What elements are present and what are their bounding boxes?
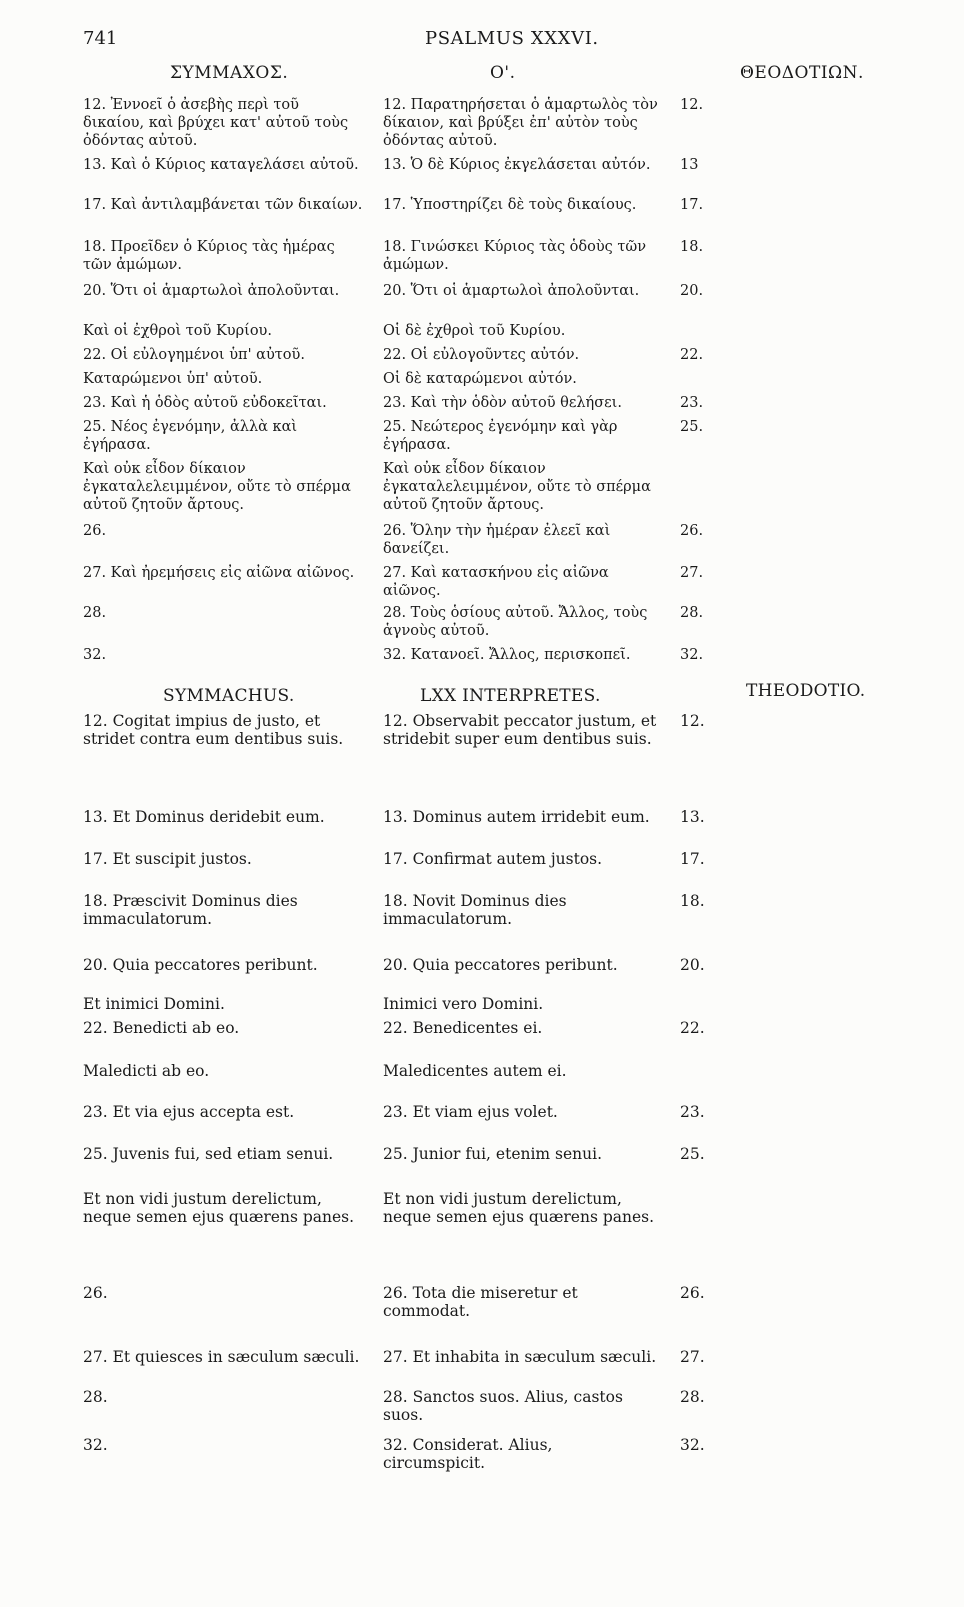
latin-symmachus-verse: 32. — [83, 1436, 108, 1454]
greek-lxx-verse: 32. Κατανοεῖ. Ἄλλος, περισκοπεῖ. — [383, 647, 631, 663]
latin-lxx-verse: 28. Sanctos suos. Alius, castos suos. — [383, 1388, 623, 1424]
greek-symmachus-verse: 32. — [83, 647, 107, 663]
latin-lxx-verse: Inimici vero Domini. — [383, 995, 544, 1013]
latin-theodotion-verse: 26. — [680, 1284, 705, 1302]
latin-theodotion-verse: 22. — [680, 1019, 705, 1037]
latin-symmachus-verse: 23. Et via ejus accepta est. — [83, 1103, 295, 1121]
latin-symmachus-verse: 25. Juvenis fui, sed etiam senui. — [83, 1145, 334, 1163]
greek-symmachus-verse: 17. Καὶ ἀντιλαμβάνεται τῶν δικαίων. — [83, 197, 363, 213]
latin-theodotion-verse: 28. — [680, 1388, 705, 1406]
greek-lxx-verse: 22. Οἱ εὐλογοῦντες αὐτόν. — [383, 347, 580, 363]
latin-symmachus-verse: 27. Et quiesces in sæculum sæculi. — [83, 1348, 360, 1366]
latin-theodotion-verse: 20. — [680, 956, 705, 974]
latin-header-lxx: LXX INTERPRETES. — [420, 686, 601, 706]
greek-symmachus-verse: 27. Καὶ ἠρεμήσεις εἰς αἰῶνα αἰῶνος. — [83, 565, 355, 581]
greek-header-symmachus: ΣΥΜΜΑΧΟΣ. — [170, 63, 289, 83]
greek-lxx-verse: 13. Ὁ δὲ Κύριος ἐκγελάσεται αὐτόν. — [383, 157, 651, 173]
latin-lxx-verse: 20. Quia peccatores peribunt. — [383, 956, 618, 974]
greek-theodotion-verse: 17. — [680, 197, 704, 213]
greek-theodotion-verse: 13 — [680, 157, 699, 173]
latin-lxx-verse: Maledicentes autem ei. — [383, 1062, 567, 1080]
latin-lxx-verse: 25. Junior fui, etenim senui. — [383, 1145, 603, 1163]
latin-lxx-verse: Et non vidi justum derelictum, neque semen ejus quærens panes. — [383, 1190, 655, 1226]
latin-theodotion-verse: 25. — [680, 1145, 705, 1163]
greek-theodotion-verse: 27. — [680, 565, 704, 581]
greek-lxx-verse: 20. Ὅτι οἱ ἁμαρτωλοὶ ἀπολοῦνται. — [383, 283, 640, 299]
latin-theodotion-verse: 27. — [680, 1348, 705, 1366]
greek-lxx-verse: 23. Καὶ τὴν ὁδὸν αὐτοῦ θελήσει. — [383, 395, 622, 411]
greek-lxx-verse: 17. Ὑποστηρίζει δὲ τοὺς δικαίους. — [383, 197, 637, 213]
greek-lxx-verse: Οἱ δὲ καταρώμενοι αὐτόν. — [383, 371, 577, 387]
greek-theodotion-verse: 22. — [680, 347, 704, 363]
latin-theodotion-verse: 23. — [680, 1103, 705, 1121]
greek-theodotion-verse: 12. — [680, 97, 704, 113]
latin-symmachus-verse: Et inimici Domini. — [83, 995, 225, 1013]
greek-symmachus-verse: 28. — [83, 605, 107, 621]
greek-theodotion-verse: 32. — [680, 647, 704, 663]
latin-lxx-verse: 32. Considerat. Alius, circumspicit. — [383, 1436, 553, 1472]
latin-symmachus-verse: Maledicti ab eo. — [83, 1062, 210, 1080]
latin-symmachus-verse: 13. Et Dominus deridebit eum. — [83, 808, 325, 826]
latin-theodotion-verse: 17. — [680, 850, 705, 868]
latin-symmachus-verse: 17. Et suscipit justos. — [83, 850, 252, 868]
greek-symmachus-verse: 25. Νέος ἐγενόμην, ἀλλὰ καὶ ἐγήρασα. — [83, 419, 298, 453]
greek-symmachus-verse: Καταρώμενοι ὑπ' αὐτοῦ. — [83, 371, 263, 387]
latin-symmachus-verse: Et non vidi justum derelictum, neque semen ejus quærens panes. — [83, 1190, 355, 1226]
greek-symmachus-verse: 13. Καὶ ὁ Κύριος καταγελάσει αὐτοῦ. — [83, 157, 359, 173]
greek-theodotion-verse: 28. — [680, 605, 704, 621]
greek-lxx-verse: 25. Νεώτερος ἐγενόμην καὶ γὰρ ἐγήρασα. — [383, 419, 618, 453]
greek-header-theodotion: ΘΕΟΔΟΤΙΩΝ. — [740, 63, 864, 83]
greek-symmachus-verse: 23. Καὶ ἡ ὁδὸς αὐτοῦ εὐδοκεῖται. — [83, 395, 327, 411]
latin-lxx-verse: 18. Novit Dominus dies immaculatorum. — [383, 892, 567, 928]
latin-lxx-verse: 12. Observabit peccator justum, et stridebit super eum dentibus suis. — [383, 712, 657, 748]
greek-symmachus-verse: 18. Προεῖδεν ὁ Κύριος τὰς ἡμέρας τῶν ἀμώμων. — [83, 239, 335, 273]
latin-symmachus-verse: 20. Quia peccatores peribunt. — [83, 956, 318, 974]
latin-lxx-verse: 27. Et inhabita in sæculum sæculi. — [383, 1348, 657, 1366]
latin-theodotion-verse: 12. — [680, 712, 705, 730]
greek-symmachus-verse: 20. Ὅτι οἱ ἁμαρτωλοὶ ἀπολοῦνται. — [83, 283, 340, 299]
latin-theodotion-verse: 32. — [680, 1436, 705, 1454]
greek-symmachus-verse: Καὶ οὐκ εἶδον δίκαιον ἐγκαταλελειμμένον, οὔτε τὸ σπέρμα αὐτοῦ ζητοῦν ἄρτους. — [83, 461, 351, 513]
greek-theodotion-verse: 20. — [680, 283, 704, 299]
latin-theodotion-verse: 13. — [680, 808, 705, 826]
greek-header-lxx: Ο'. — [490, 63, 516, 83]
latin-header-symmachus: SYMMACHUS. — [163, 686, 295, 706]
latin-lxx-verse: 13. Dominus autem irridebit eum. — [383, 808, 650, 826]
greek-theodotion-verse: 26. — [680, 523, 704, 539]
greek-symmachus-verse: Καὶ οἱ ἐχθροὶ τοῦ Κυρίου. — [83, 323, 272, 339]
greek-lxx-verse: 28. Τοὺς ὁσίους αὐτοῦ. Ἄλλος, τοὺς ἁγνοὺς αὐτοῦ. — [383, 605, 648, 639]
latin-symmachus-verse: 26. — [83, 1284, 108, 1302]
greek-symmachus-verse: 26. — [83, 523, 107, 539]
running-title: PSALMUS XXXVI. — [425, 28, 599, 49]
latin-lxx-verse: 22. Benedicentes ei. — [383, 1019, 543, 1037]
latin-symmachus-verse: 18. Præscivit Dominus dies immaculatorum. — [83, 892, 298, 928]
greek-lxx-verse: 18. Γινώσκει Κύριος τὰς ὁδοὺς τῶν ἀμώμων. — [383, 239, 647, 273]
greek-lxx-verse: 26. Ὅλην τὴν ἡμέραν ἐλεεῖ καὶ δανείζει. — [383, 523, 611, 557]
greek-lxx-verse: Καὶ οὐκ εἶδον δίκαιον ἐγκαταλελειμμένον, οὔτε τὸ σπέρμα αὐτοῦ ζητοῦν ἄρτους. — [383, 461, 651, 513]
greek-theodotion-verse: 23. — [680, 395, 704, 411]
latin-lxx-verse: 17. Confirmat autem justos. — [383, 850, 603, 868]
latin-lxx-verse: 23. Et viam ejus volet. — [383, 1103, 558, 1121]
latin-symmachus-verse: 12. Cogitat impius de justo, et stridet contra eum dentibus suis. — [83, 712, 344, 748]
latin-theodotion-verse: 18. — [680, 892, 705, 910]
greek-lxx-verse: Οἱ δὲ ἐχθροὶ τοῦ Κυρίου. — [383, 323, 566, 339]
greek-theodotion-verse: 25. — [680, 419, 704, 435]
greek-lxx-verse: 27. Καὶ κατασκήνου εἰς αἰῶνα αἰῶνος. — [383, 565, 609, 599]
latin-lxx-verse: 26. Tota die miseretur et commodat. — [383, 1284, 578, 1320]
latin-header-theodotion: THEODOTIO. — [746, 681, 866, 701]
latin-symmachus-verse: 28. — [83, 1388, 108, 1406]
greek-symmachus-verse: 12. Ἐννοεῖ ὁ ἀσεβὴς περὶ τοῦ δικαίου, καὶ βρύχει κατ' αὐτοῦ τοὺς ὀδόντας αὐτοῦ. — [83, 97, 349, 149]
greek-symmachus-verse: 22. Οἱ εὐλογημένοι ὑπ' αὐτοῦ. — [83, 347, 305, 363]
greek-lxx-verse: 12. Παρατηρήσεται ὁ ἁμαρτωλὸς τὸν δίκαιον, καὶ βρύξει ἐπ' αὐτὸν τοὺς ὀδόντας αὐτοῦ. — [383, 97, 658, 149]
greek-theodotion-verse: 18. — [680, 239, 704, 255]
latin-symmachus-verse: 22. Benedicti ab eo. — [83, 1019, 240, 1037]
page-number: 741 — [83, 28, 118, 49]
